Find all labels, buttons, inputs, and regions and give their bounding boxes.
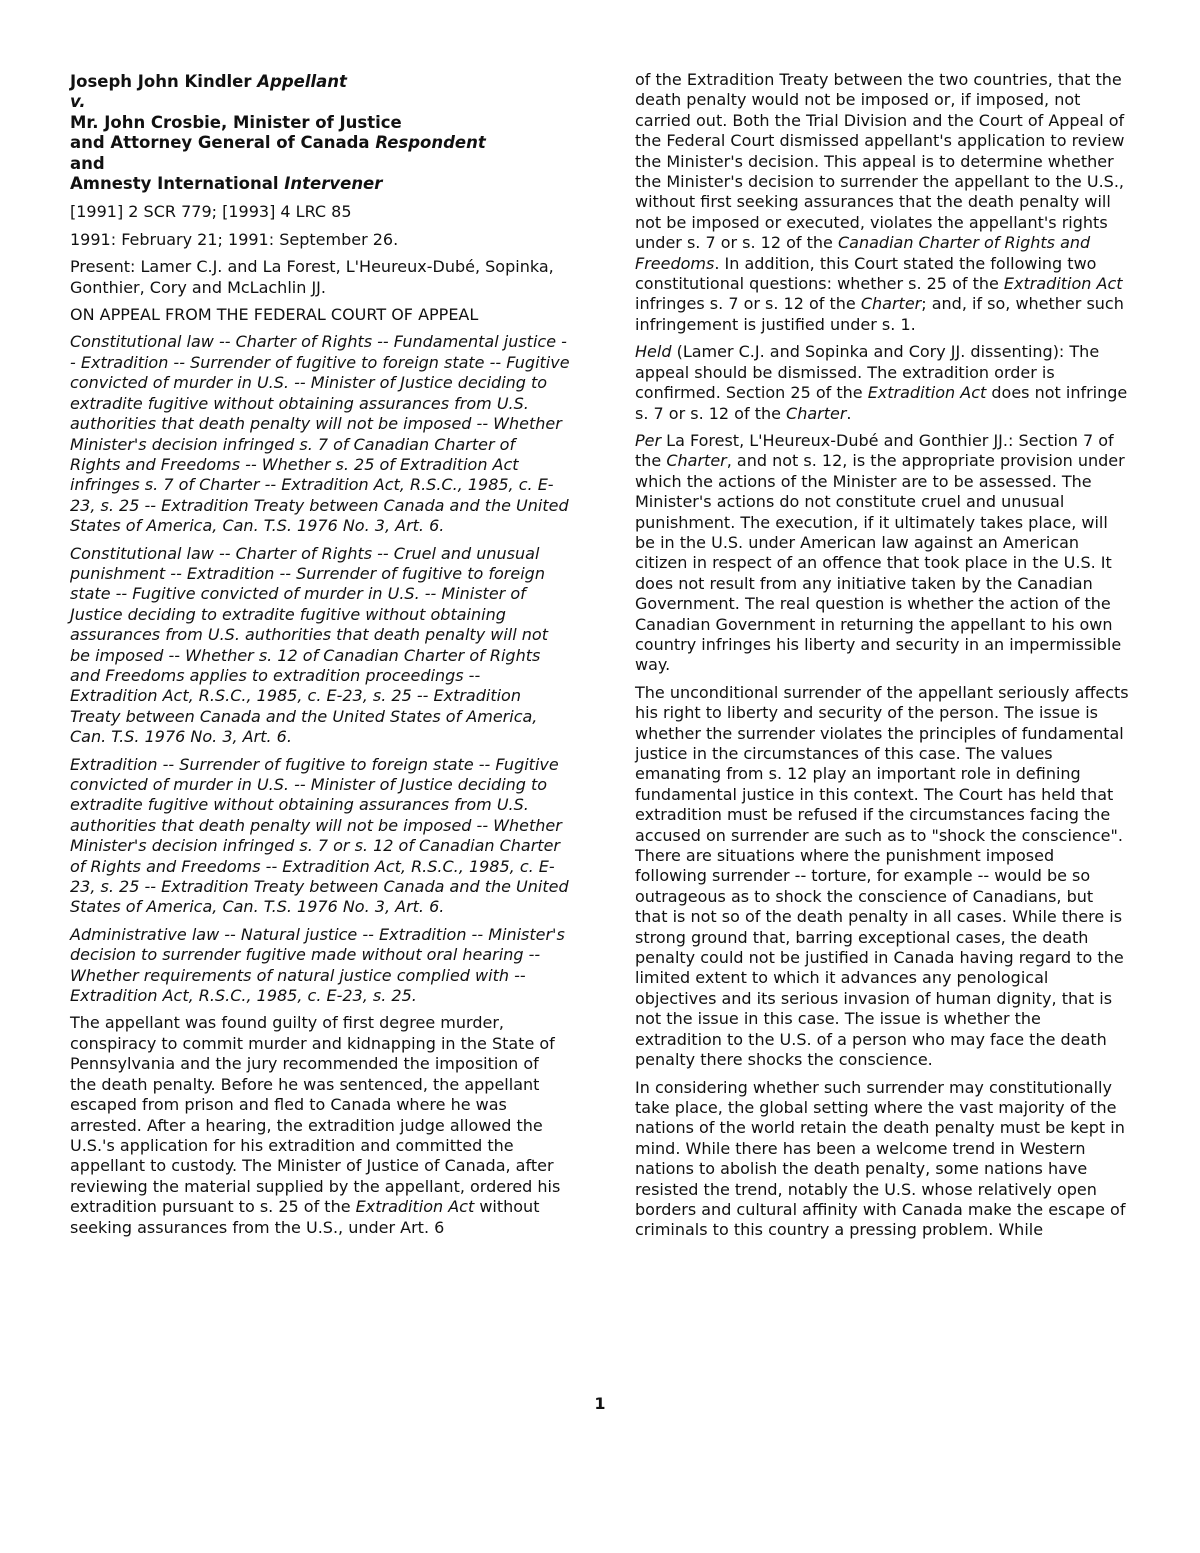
citation: [1991] 2 SCR 779; [1993] 4 LRC 85 bbox=[70, 202, 352, 222]
keyword-paragraph-3: Extradition -- Surrender of fugitive to foreign state -- Fugitive convicted of murder in U.S. -- Minister of Justice deciding to extradite fugitive without obtaining assurances from U.S. authorities that death penalty will not be imposed -- Whether Minister's decision infringed s. 7 or s. 12 of Canadian Charter of Rights and Freedoms -- Extradition Act, R.S.C., 1985, c. E-23, s. 25 -- Extradition Treaty between Canada and the United States of America, Can. T.S. 1976 No. 3, Art. 6. bbox=[70, 754, 569, 917]
facts-text-cont: without seeking assurances from the U.S., under Art. 6 bbox=[70, 1197, 540, 1237]
held-paragraph bbox=[635, 342, 1130, 424]
facts-act-ref-2: Extradition Act bbox=[1003, 274, 1123, 294]
held-charter-ref: Charter bbox=[786, 403, 847, 423]
per-text: La Forest, L'Heureux-Dubé and Gonthier JJ.: Section 7 of the bbox=[635, 430, 1114, 471]
held-label: Held bbox=[635, 342, 672, 362]
facts-continued-text: of the Extradition Treaty between the two countries, that the death penalty would not be imposed or, if imposed, not carried out. Both the Trial Division and the Court of Appeal of the Federal Court dismissed appellant's application to review the Minister's decision. This appeal is to determine whether the Minister's decision to surrender the appellant to the U.S., without first seeking assurances that the death penalty will not be imposed or executed, violates the appellant's rights under s. 7 or s. 12 of the bbox=[635, 70, 1125, 253]
facts-paragraph bbox=[70, 1013, 570, 1237]
appeal-from: ON APPEAL FROM THE FEDERAL COURT OF APPEAL bbox=[70, 305, 479, 325]
page-number: 1 bbox=[594, 1394, 606, 1413]
facts-paragraph-continued bbox=[635, 70, 1130, 335]
held-text-end: . bbox=[846, 403, 852, 423]
right-column bbox=[635, 72, 1130, 1248]
held-act-ref: Extradition Act bbox=[867, 383, 987, 403]
case-caption bbox=[70, 72, 570, 194]
keyword-paragraph-2: Constitutional law -- Charter of Rights -- Cruel and unusual punishment -- Extradition -- Surrender of fugitive to foreign state -- Fugitive convicted of murder in U.S. -- Minister of Justice deciding to extradite fugitive without obtaining assurances from U.S. authorities that death penalty will not be imposed -- Whether s. 12 of Canadian Charter of Rights and Freedoms applies to extradition proceedings -- Extradition Act, R.S.C., 1985, c. E-23, s. 25 -- Extradition Treaty between Canada and the United States of America, Can. T.S. 1976 No. 3, Art. 6. bbox=[70, 543, 548, 747]
per-paragraph bbox=[635, 431, 1130, 676]
appellant-name: Joseph John Kindler bbox=[70, 72, 258, 91]
intervener-name: Amnesty International bbox=[70, 174, 285, 194]
keyword-paragraph-1: Constitutional law -- Charter of Rights -- Fundamental justice -- Extradition -- Surrender of fugitive to foreign state -- Fugitive convicted of murder in U.S. -- Minister of Justice deciding to extradite fugitive without obtaining assurances from U.S. authorities that death penalty will not be imposed -- Whether Minister's decision infringed s. 7 of Canadian Charter of Rights and Freedoms -- Whether s. 25 of Extradition Act infringes s. 7 of Charter -- Extradition Act, R.S.C., 1985, c. E-23, s. 25 -- Extradition Treaty between Canada and the United States of America, Can. T.S. 1976 No. 3, Art. 6. bbox=[70, 332, 570, 536]
per-charter-ref: Charter bbox=[666, 451, 727, 471]
per-text-cont: , and not s. 12, is the appropriate provision under which the actions of the Minister are to be assessed. The Minister's actions do not constitute cruel and unusual punishment. The execution, if it ultimately takes place, will be in the U.S. under American law against an American citizen in respect of an offence that took place in the U.S. It does not result from any initiative taken by the Canadian Government. The real question is whether the action of the Canadian Government in returning the appellant to his own country infringes his liberty and security in an impermissible way. bbox=[635, 451, 1125, 675]
unconditional-surrender-paragraph: The unconditional surrender of the appellant seriously affects his right to liberty and security of the person. The issue is whether the surrender violates the principles of fundamental justice in the circumstances of this case. The values emanating from s. 12 play an important role in defining fundamental justice in this context. The Court has held that extradition must be refused if the circumstances facing the accused on surrender are such as to "shock the conscience". There are situations where the punishment imposed following surrender -- torture, for example -- would be so outrageous as to shock the conscience of Canadians, but that is not so of the death penalty in all cases. While there is strong ground that, barring exceptional cases, the death penalty could not be justified in Canada having regard to the limited extent to which it advances any penological objectives and its serious invasion of human dignity, that is not the issue in this case. The issue is whether the extradition to the U.S. of a person who may face the death penalty there shocks the conscience. bbox=[635, 682, 1129, 1070]
facts-text: The appellant was found guilty of first degree murder, conspiracy to commit murder and kidnapping in the State of Pennsylvania and the jury recommended the imposition of the death penalty. Before he was sentenced, the appellant escaped from prison and fled to Canada where he was arrested. After a hearing, the extradition judge allowed the U.S.'s application for his extradition and committed the appellant to custody. The Minister of Justice of Canada, after reviewing the material supplied by the appellant, ordered his extradition pursuant to s. 25 of the bbox=[70, 1013, 561, 1217]
facts-continued-text-3: infringes s. 7 or s. 12 of the bbox=[635, 294, 861, 314]
respondent-line-2 bbox=[70, 133, 570, 153]
versus-line bbox=[70, 92, 570, 112]
appellant-role: Appellant bbox=[257, 72, 347, 91]
held-text: (Lamer C.J. and Sopinka and Cory JJ. dissenting): The appeal should be dismissed. The extradition order is confirmed. Section 25 of the bbox=[635, 342, 1100, 403]
held-text-cont: does not infringe s. 7 or s. 12 of the bbox=[635, 383, 1128, 423]
respondent-line-1: Mr. John Crosbie, Minister of Justice bbox=[70, 112, 402, 132]
keyword-paragraph-4: Administrative law -- Natural justice -- Extradition -- Minister's decision to surrender fugitive made without oral hearing -- Whether requirements of natural justice complied with -- Extradition Act, R.S.C., 1985, c. E-23, s. 25. bbox=[70, 924, 565, 1006]
versus-text: v. bbox=[70, 92, 86, 112]
left-column bbox=[70, 72, 570, 1245]
present-judges: Present: Lamer C.J. and La Forest, L'Heureux-Dubé, Sopinka, Gonthier, Cory and McLachlin JJ. bbox=[70, 257, 554, 297]
hearing-dates: 1991: February 21; 1991: September 26. bbox=[70, 229, 399, 249]
global-setting-paragraph: In considering whether such surrender may constitutionally take place, the global setting where the vast majority of the nations of the world retain the death penalty must be kept in mind. While there has been a welcome trend in Western nations to abolish the death penalty, some nations have resisted the trend, notably the U.S. whose relatively open borders and cultural affinity with Canada make the escape of criminals to this country a pressing problem. While bbox=[635, 1077, 1126, 1240]
respondent-name: and Attorney General of Canada bbox=[70, 133, 376, 153]
facts-charter-ref: Canadian Charter of Rights and Freedoms bbox=[635, 233, 1091, 273]
and-line: and bbox=[70, 153, 105, 173]
facts-act-ref: Extradition Act bbox=[355, 1197, 475, 1217]
appellant-line bbox=[70, 72, 570, 92]
facts-continued-text-2: . In addition, this Court stated the following two constitutional questions: whether s. 25 of the bbox=[635, 253, 1097, 294]
facts-continued-text-4: ; and, if so, whether such infringement is justified under s. 1. bbox=[635, 294, 1124, 334]
intervener-line bbox=[70, 174, 570, 194]
facts-charter-ref-2: Charter bbox=[860, 294, 922, 314]
respondent-role: Respondent bbox=[375, 133, 486, 153]
intervener-role: Intervener bbox=[284, 174, 383, 194]
per-label: Per bbox=[635, 430, 662, 450]
